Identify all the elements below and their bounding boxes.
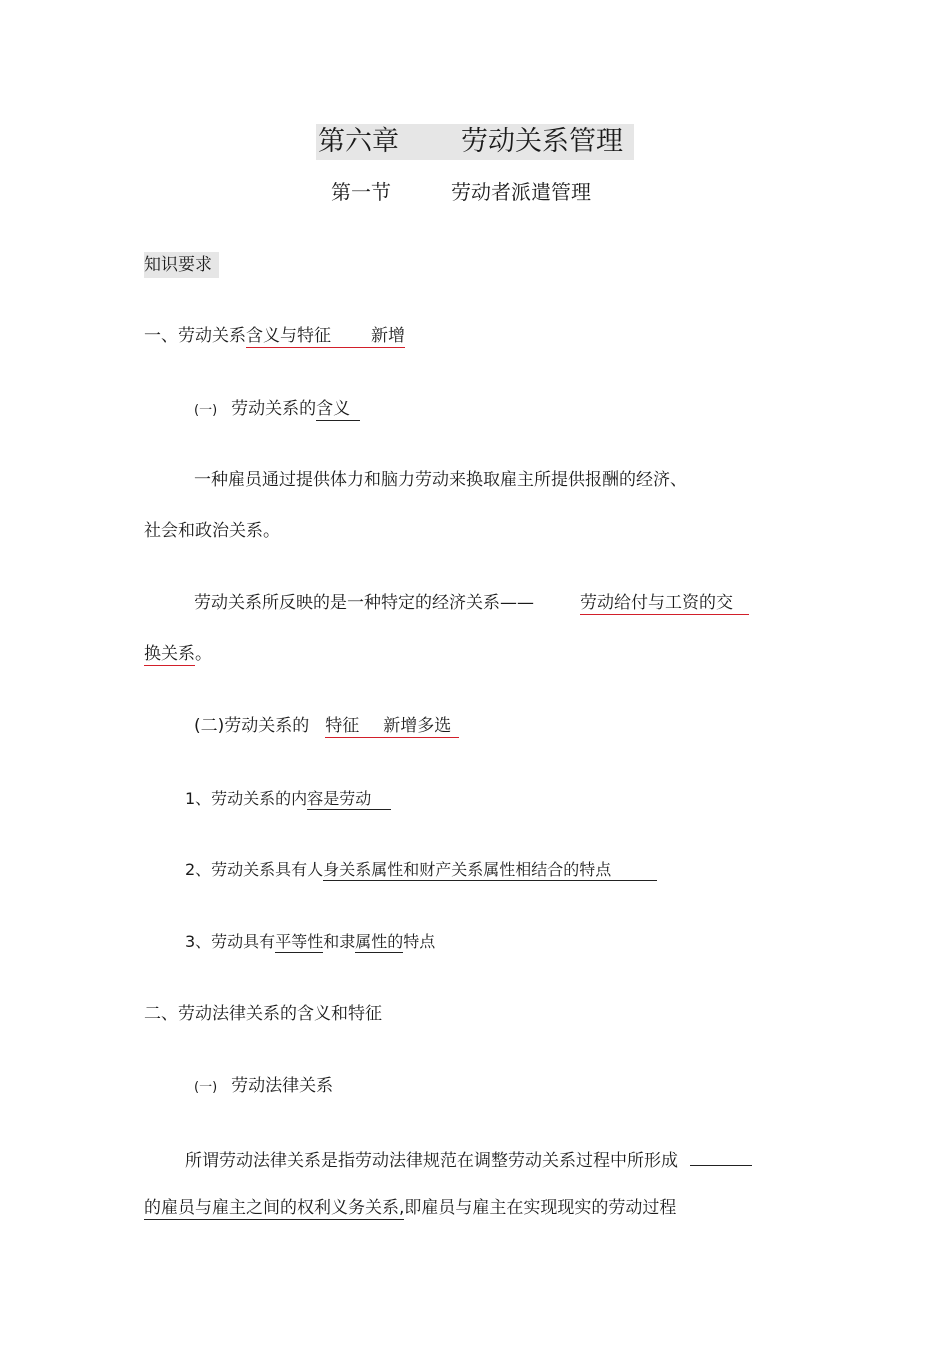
subheading-one-marker: (一) (194, 403, 218, 418)
paragraph-three-underlined: 的雇员与雇主之间的权利义务关系, (144, 1198, 405, 1218)
heading-one-underlined: 含义与特征 新增 (246, 326, 405, 346)
paragraph-two-underlined-1: 劳动给付与工资的交 (580, 593, 749, 615)
paragraph-two-line1 (194, 591, 749, 615)
subheading-two-underlined: 特征 新增多选 (325, 716, 459, 738)
section-name: 劳动者派遣管理 (451, 180, 591, 204)
feature-item-2-underlined: 身关系属性和财产关系属性相结合的特点 (323, 860, 657, 881)
feature-item-1-underlined: 容是劳动 (307, 789, 391, 810)
paragraph-three-line1: 所谓劳动法律关系是指劳动法律规范在调整劳动关系过程中所形成 (185, 1147, 752, 1173)
fill-in-blank (690, 1147, 752, 1166)
subheading-one (194, 397, 360, 423)
subheading-one-underlined: 含义 (316, 399, 360, 421)
paragraph-two-text: 劳动关系所反映的是一种特定的经济关系—— (194, 593, 534, 613)
feature-item-3-underlined-2: 属性的 (355, 932, 404, 951)
subheading-two-prefix: (二)劳动关系的 (194, 716, 310, 736)
subheading-one-text: 劳动关系的 (231, 399, 317, 419)
heading-two: 二、劳动法律关系的含义和特征 (144, 1004, 382, 1024)
paragraph-one-line2: 社会和政治关系。 (144, 521, 280, 541)
subheading-three-text: 劳动法律关系 (231, 1076, 334, 1096)
new-multi-tag: 新增多选 (383, 716, 452, 736)
paragraph-two-end: 。 (195, 644, 212, 664)
subheading-three (194, 1074, 333, 1100)
feature-item-2: 2、劳动关系具有人身关系属性和财产关系属性相结合的特点 (185, 858, 657, 882)
heading-one (144, 324, 405, 348)
knowledge-requirements-label: 知识要求 (144, 252, 219, 278)
chapter-name: 劳动关系管理 (461, 126, 623, 157)
feature-item-3: 3、劳动具有平等性和隶属性的特点 (185, 932, 436, 951)
heading-one-prefix: 一、劳动关系 (144, 326, 246, 346)
paragraph-two-underlined-2: 换关系 (144, 644, 195, 664)
paragraph-three-line2: 的雇员与雇主之间的权利义务关系,即雇员与雇主在实现现实的劳动过程 (144, 1198, 677, 1218)
feature-item-1: 1、劳动关系的内容是劳动 (185, 787, 391, 811)
chapter-number: 第六章 (318, 126, 399, 157)
new-tag: 新增 (371, 326, 405, 346)
paragraph-one-line1: 一种雇员通过提供体力和脑力劳动来换取雇主所提供报酬的经济、 (194, 470, 687, 490)
feature-item-3-underlined-1: 平等性 (275, 932, 324, 951)
subheading-three-marker: (一) (194, 1080, 218, 1095)
section-number: 第一节 (331, 180, 391, 204)
paragraph-two-line2 (144, 642, 212, 666)
subheading-two (194, 714, 459, 738)
chapter-title (316, 124, 634, 160)
